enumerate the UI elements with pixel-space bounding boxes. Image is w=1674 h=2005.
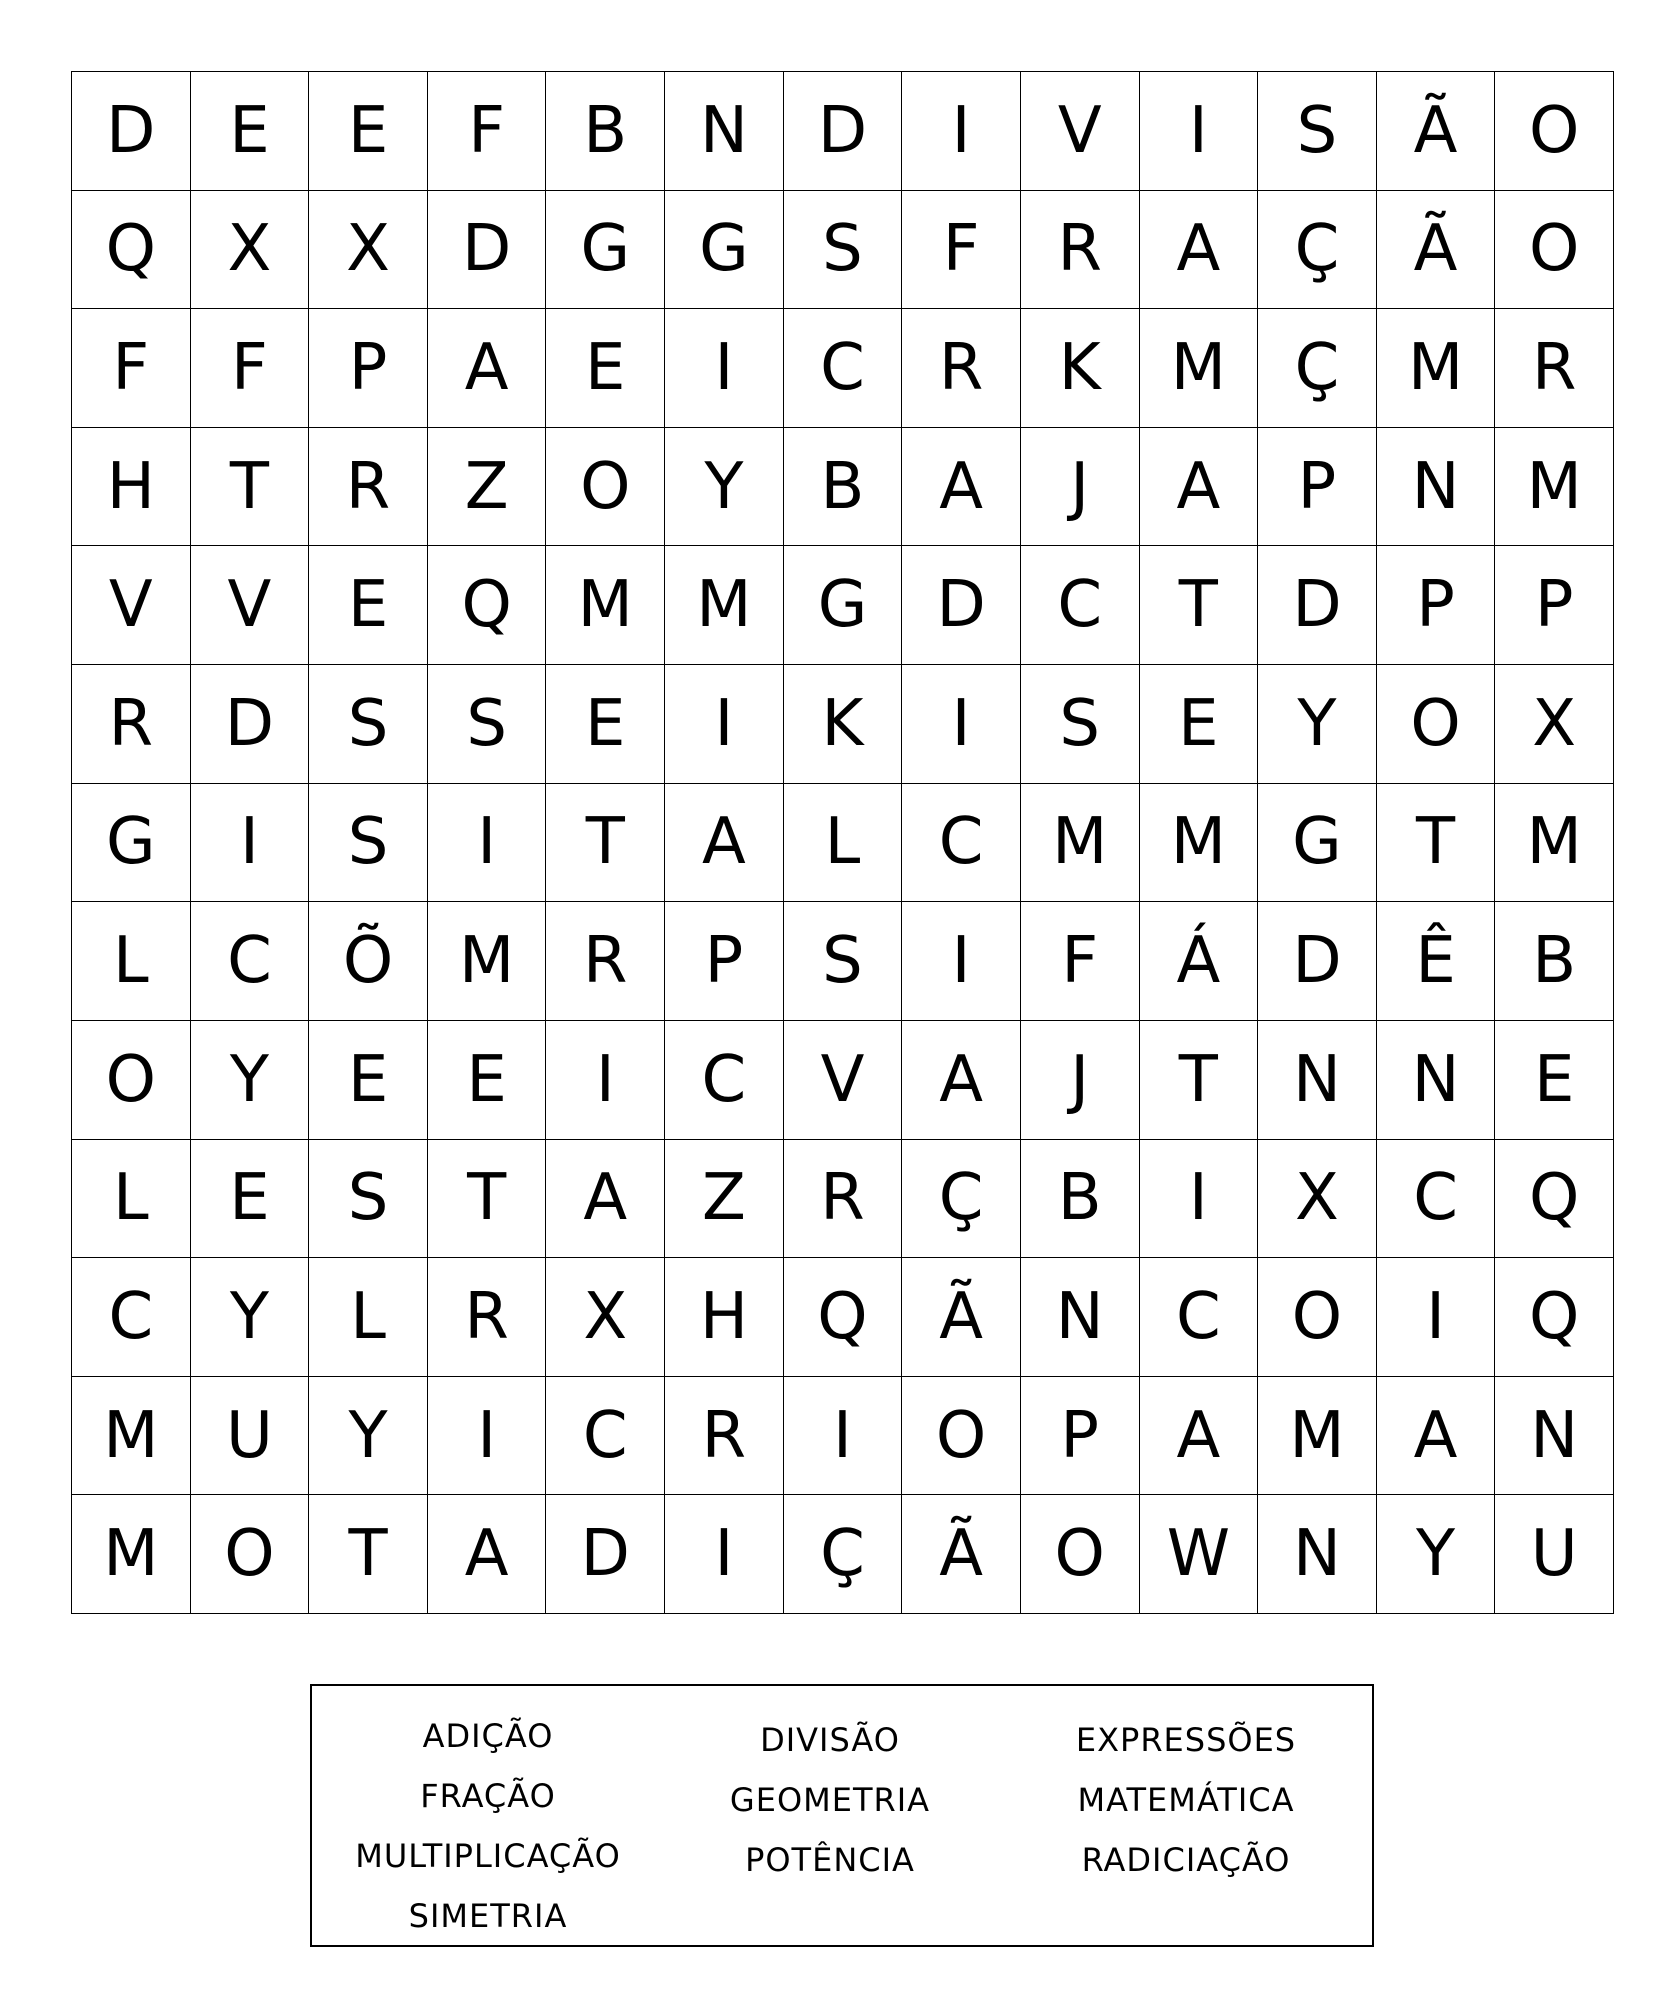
word-item: GEOMETRIA	[729, 1781, 931, 1819]
grid-cell[interactable]: C	[902, 784, 1021, 903]
grid-cell[interactable]: C	[72, 1258, 191, 1377]
grid-cell[interactable]: S	[784, 902, 903, 1021]
grid-cell[interactable]: Q	[72, 191, 191, 310]
grid-cell[interactable]: A	[546, 1140, 665, 1259]
grid-cell[interactable]: Á	[1140, 902, 1259, 1021]
grid-cell[interactable]: Ã	[1377, 191, 1496, 310]
grid-cell[interactable]: P	[309, 309, 428, 428]
grid-cell[interactable]: G	[546, 191, 665, 310]
grid-cell[interactable]: E	[191, 1140, 310, 1259]
grid-cell[interactable]: Q	[1495, 1140, 1614, 1259]
grid-cell[interactable]: D	[546, 1495, 665, 1614]
grid-cell[interactable]: F	[1021, 902, 1140, 1021]
grid-cell[interactable]: S	[428, 665, 547, 784]
grid-cell[interactable]: E	[546, 665, 665, 784]
grid-cell[interactable]: M	[1021, 784, 1140, 903]
grid-cell[interactable]: I	[665, 665, 784, 784]
grid-cell[interactable]: X	[1495, 665, 1614, 784]
grid-cell[interactable]: R	[902, 309, 1021, 428]
grid-cell[interactable]: N	[1495, 1377, 1614, 1496]
grid-cell[interactable]: O	[191, 1495, 310, 1614]
grid-cell[interactable]: Ç	[902, 1140, 1021, 1259]
grid-cell[interactable]: F	[902, 191, 1021, 310]
grid-cell[interactable]: G	[72, 784, 191, 903]
grid-cell[interactable]: I	[902, 665, 1021, 784]
grid-cell[interactable]: S	[1021, 665, 1140, 784]
grid-cell[interactable]: B	[1021, 1140, 1140, 1259]
grid-cell[interactable]: F	[428, 72, 547, 191]
grid-cell[interactable]: P	[1495, 546, 1614, 665]
grid-cell[interactable]: T	[428, 1140, 547, 1259]
grid-cell[interactable]: E	[1495, 1021, 1614, 1140]
grid-cell[interactable]: A	[902, 428, 1021, 547]
grid-cell[interactable]: V	[1021, 72, 1140, 191]
grid-cell[interactable]: B	[784, 428, 903, 547]
grid-cell[interactable]: B	[546, 72, 665, 191]
grid-cell[interactable]: Y	[1377, 1495, 1496, 1614]
grid-cell[interactable]: P	[1258, 428, 1377, 547]
grid-cell[interactable]: N	[1377, 1021, 1496, 1140]
grid-cell[interactable]: Y	[1258, 665, 1377, 784]
grid-cell[interactable]: T	[546, 784, 665, 903]
grid-cell[interactable]: A	[1140, 1377, 1259, 1496]
grid-cell[interactable]: C	[191, 902, 310, 1021]
grid-cell[interactable]: U	[191, 1377, 310, 1496]
grid-cell[interactable]: I	[902, 902, 1021, 1021]
grid-cell[interactable]: Z	[665, 1140, 784, 1259]
grid-cell[interactable]: D	[72, 72, 191, 191]
grid-cell[interactable]: A	[902, 1021, 1021, 1140]
grid-cell[interactable]: F	[191, 309, 310, 428]
grid-cell[interactable]: S	[784, 191, 903, 310]
grid-cell[interactable]: T	[1140, 546, 1259, 665]
grid-cell[interactable]: P	[1021, 1377, 1140, 1496]
grid-cell[interactable]: E	[309, 72, 428, 191]
grid-cell[interactable]: A	[665, 784, 784, 903]
grid-cell[interactable]: N	[1258, 1495, 1377, 1614]
grid-cell[interactable]: M	[1495, 784, 1614, 903]
grid-cell[interactable]: I	[546, 1021, 665, 1140]
grid-cell[interactable]: I	[1140, 1140, 1259, 1259]
grid-cell[interactable]: Y	[191, 1258, 310, 1377]
grid-cell[interactable]: R	[1021, 191, 1140, 310]
grid-cell[interactable]: I	[428, 784, 547, 903]
grid-cell[interactable]: M	[1258, 1377, 1377, 1496]
grid-cell[interactable]: L	[72, 1140, 191, 1259]
grid-cell[interactable]: S	[309, 1140, 428, 1259]
word-item: FRAÇÃO	[420, 1777, 556, 1815]
grid-cell[interactable]: X	[309, 191, 428, 310]
grid-cell[interactable]: A	[1140, 191, 1259, 310]
word-item: SIMETRIA	[408, 1897, 568, 1935]
grid-cell[interactable]: M	[72, 1377, 191, 1496]
word-item: RADICIAÇÃO	[1081, 1841, 1291, 1879]
grid-cell[interactable]: H	[72, 428, 191, 547]
grid-cell[interactable]: Ã	[1377, 72, 1496, 191]
grid-cell[interactable]: T	[309, 1495, 428, 1614]
grid-cell[interactable]: A	[428, 1495, 547, 1614]
grid-cell[interactable]: G	[784, 546, 903, 665]
grid-cell[interactable]: S	[309, 665, 428, 784]
grid-cell[interactable]: O	[72, 1021, 191, 1140]
grid-cell[interactable]: J	[1021, 1021, 1140, 1140]
grid-cell[interactable]: M	[72, 1495, 191, 1614]
grid-cell[interactable]: T	[1377, 784, 1496, 903]
grid-cell[interactable]: E	[191, 72, 310, 191]
grid-cell[interactable]: M	[1495, 428, 1614, 547]
grid-cell[interactable]: G	[665, 191, 784, 310]
grid-cell[interactable]: I	[191, 784, 310, 903]
grid-cell[interactable]: X	[191, 191, 310, 310]
grid-cell[interactable]: N	[665, 72, 784, 191]
grid-cell[interactable]: B	[1495, 902, 1614, 1021]
grid-cell[interactable]: C	[1021, 546, 1140, 665]
grid-cell[interactable]: Q	[784, 1258, 903, 1377]
grid-cell[interactable]: M	[1140, 309, 1259, 428]
word-item: MULTIPLICAÇÃO	[355, 1837, 621, 1875]
grid-cell[interactable]: I	[784, 1377, 903, 1496]
word-list-column-3	[1026, 1710, 1346, 1890]
word-list-box	[310, 1684, 1374, 1947]
word-item: MATEMÁTICA	[1077, 1781, 1295, 1819]
grid-cell[interactable]: D	[902, 546, 1021, 665]
grid-cell[interactable]: A	[1140, 428, 1259, 547]
grid-cell[interactable]: J	[1021, 428, 1140, 547]
grid-cell[interactable]: A	[1377, 1377, 1496, 1496]
grid-cell[interactable]: C	[665, 1021, 784, 1140]
grid-cell[interactable]: Ã	[902, 1258, 1021, 1377]
grid-cell[interactable]: C	[546, 1377, 665, 1496]
grid-cell[interactable]: D	[1258, 546, 1377, 665]
grid-cell[interactable]: Ê	[1377, 902, 1496, 1021]
grid-cell[interactable]: I	[428, 1377, 547, 1496]
word-item: EXPRESSÕES	[1075, 1721, 1297, 1759]
grid-cell[interactable]: Y	[191, 1021, 310, 1140]
grid-cell[interactable]: C	[1377, 1140, 1496, 1259]
grid-cell[interactable]: R	[784, 1140, 903, 1259]
grid-cell[interactable]: I	[902, 72, 1021, 191]
grid-cell[interactable]: I	[665, 309, 784, 428]
grid-cell[interactable]: R	[428, 1258, 547, 1377]
grid-cell[interactable]: K	[1021, 309, 1140, 428]
grid-cell[interactable]: O	[1377, 665, 1496, 784]
grid-cell[interactable]: K	[784, 665, 903, 784]
grid-cell[interactable]: E	[309, 1021, 428, 1140]
grid-cell[interactable]: S	[309, 784, 428, 903]
word-search-grid	[71, 71, 1614, 1614]
grid-cell[interactable]: M	[1140, 784, 1259, 903]
grid-cell[interactable]: L	[72, 902, 191, 1021]
grid-cell[interactable]: V	[191, 546, 310, 665]
grid-cell[interactable]: Y	[309, 1377, 428, 1496]
grid-cell[interactable]: R	[546, 902, 665, 1021]
grid-cell[interactable]: N	[1377, 428, 1496, 547]
grid-cell[interactable]: Y	[665, 428, 784, 547]
grid-cell[interactable]: Ç	[1258, 309, 1377, 428]
grid-cell[interactable]: I	[665, 1495, 784, 1614]
word-list-column-2	[670, 1710, 990, 1890]
grid-cell[interactable]: O	[1495, 191, 1614, 310]
grid-cell[interactable]: Ç	[784, 1495, 903, 1614]
grid-cell[interactable]: I	[1140, 72, 1259, 191]
grid-cell[interactable]: Ã	[902, 1495, 1021, 1614]
grid-cell[interactable]: R	[72, 665, 191, 784]
grid-cell[interactable]: S	[1258, 72, 1377, 191]
grid-cell[interactable]: O	[546, 428, 665, 547]
word-item: POTÊNCIA	[745, 1841, 915, 1879]
grid-cell[interactable]: R	[1495, 309, 1614, 428]
grid-cell[interactable]: T	[1140, 1021, 1259, 1140]
grid-cell[interactable]: E	[546, 309, 665, 428]
grid-cell[interactable]: X	[546, 1258, 665, 1377]
grid-cell[interactable]: O	[1495, 72, 1614, 191]
grid-cell[interactable]: W	[1140, 1495, 1259, 1614]
grid-cell[interactable]: M	[665, 546, 784, 665]
word-list-column-1	[328, 1706, 648, 1946]
grid-cell[interactable]: E	[428, 1021, 547, 1140]
grid-cell[interactable]: E	[309, 546, 428, 665]
grid-cell[interactable]: Q	[1495, 1258, 1614, 1377]
grid-cell[interactable]: D	[428, 191, 547, 310]
grid-cell[interactable]: I	[1377, 1258, 1496, 1377]
grid-cell[interactable]: R	[309, 428, 428, 547]
grid-cell[interactable]: C	[1140, 1258, 1259, 1377]
grid-cell[interactable]: L	[784, 784, 903, 903]
grid-cell[interactable]: Z	[428, 428, 547, 547]
grid-cell[interactable]: A	[428, 309, 547, 428]
grid-cell[interactable]: M	[428, 902, 547, 1021]
grid-cell[interactable]: D	[784, 72, 903, 191]
grid-cell[interactable]: R	[665, 1377, 784, 1496]
grid-cell[interactable]: P	[1377, 546, 1496, 665]
grid-cell[interactable]: G	[1258, 784, 1377, 903]
grid-cell[interactable]: L	[309, 1258, 428, 1377]
grid-cell[interactable]: M	[546, 546, 665, 665]
grid-cell[interactable]: O	[1021, 1495, 1140, 1614]
grid-cell[interactable]: U	[1495, 1495, 1614, 1614]
word-item: DIVISÃO	[760, 1721, 900, 1759]
grid-cell[interactable]: N	[1021, 1258, 1140, 1377]
grid-cell[interactable]: H	[665, 1258, 784, 1377]
grid-cell[interactable]: V	[784, 1021, 903, 1140]
grid-cell[interactable]: D	[1258, 902, 1377, 1021]
grid-cell[interactable]: Õ	[309, 902, 428, 1021]
grid-cell[interactable]: N	[1258, 1021, 1377, 1140]
grid-cell[interactable]: O	[1258, 1258, 1377, 1377]
grid-cell[interactable]: X	[1258, 1140, 1377, 1259]
grid-cell[interactable]: F	[72, 309, 191, 428]
grid-cell[interactable]: O	[902, 1377, 1021, 1496]
grid-cell[interactable]: T	[191, 428, 310, 547]
grid-cell[interactable]: M	[1377, 309, 1496, 428]
grid-cell[interactable]: Ç	[1258, 191, 1377, 310]
grid-cell[interactable]: E	[1140, 665, 1259, 784]
grid-cell[interactable]: D	[191, 665, 310, 784]
word-item: ADIÇÃO	[422, 1717, 554, 1755]
grid-cell[interactable]: C	[784, 309, 903, 428]
grid-cell[interactable]: P	[665, 902, 784, 1021]
grid-cell[interactable]: Q	[428, 546, 547, 665]
grid-cell[interactable]: V	[72, 546, 191, 665]
